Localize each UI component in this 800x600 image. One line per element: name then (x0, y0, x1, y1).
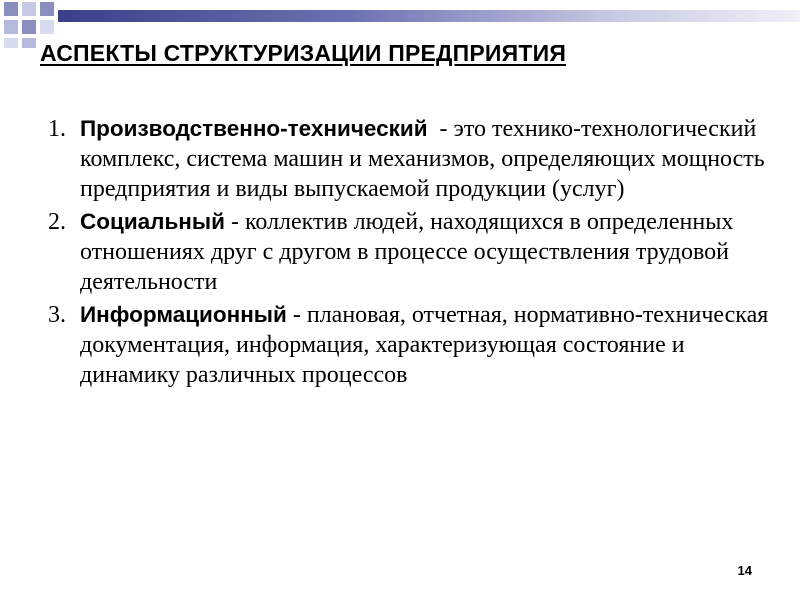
deco-square (40, 2, 54, 16)
deco-square (22, 2, 36, 16)
item-separator: - (286, 302, 307, 328)
page-number: 14 (737, 563, 752, 578)
deco-square (4, 38, 18, 48)
item-term: Социальный (80, 209, 225, 234)
deco-square (40, 20, 54, 34)
item-definition: плановая, отчетная, нормативно-техническая документация, информация, характеризующая состояние и динамику различных процессов (80, 302, 769, 388)
item-definition: коллектив людей, находящихся в определенных отношениях друг с другом в процессе осуществления трудовой деятельности (80, 209, 734, 295)
item-number: 1. (48, 116, 66, 142)
header-gradient-bar (58, 10, 800, 22)
list-item (48, 207, 788, 297)
slide-title: АСПЕКТЫ СТРУКТУРИЗАЦИИ ПРЕДПРИЯТИЯ (40, 40, 567, 66)
deco-square (22, 20, 36, 34)
item-term: Информационный (80, 302, 287, 327)
deco-square (4, 20, 18, 34)
deco-square (22, 38, 36, 48)
list-item (48, 300, 788, 390)
item-term: Производственно-технический (80, 116, 428, 141)
item-definition: это технико-технологический комплекс, система машин и механизмов, определяющих мощность предприятия и виды выпускаемой продукции (услуг) (80, 116, 765, 202)
aspect-list (48, 114, 788, 393)
item-number: 2. (48, 209, 66, 235)
item-separator: - (224, 209, 245, 235)
list-item (48, 114, 788, 204)
item-separator: - (427, 116, 454, 142)
item-number: 3. (48, 302, 66, 328)
deco-square (4, 2, 18, 16)
